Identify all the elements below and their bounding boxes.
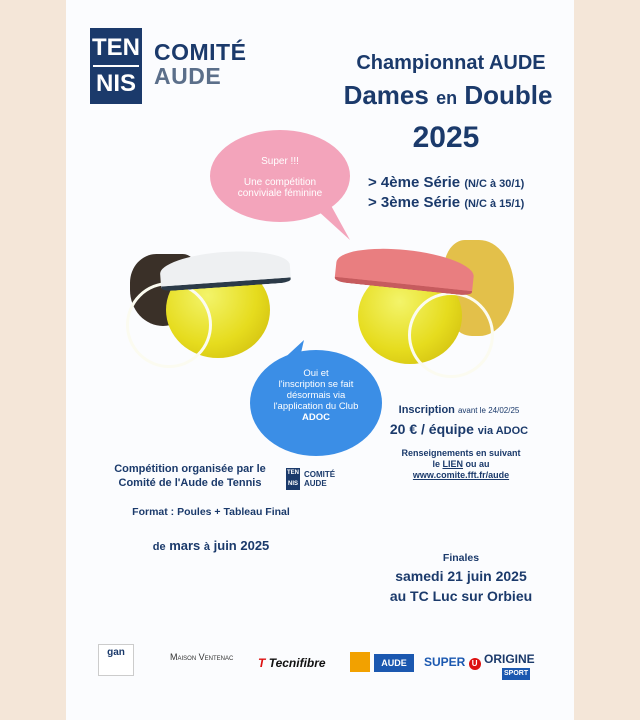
renseignements-line1: Renseignements en suivant (401, 448, 521, 458)
serie-3 (368, 194, 524, 211)
website-link[interactable]: www.comite.fft.fr/aude (412, 470, 510, 480)
dates-a: à (203, 541, 211, 553)
pink-speech-bubble (210, 130, 350, 222)
inscription-deadline: avant le 24/02/25 (457, 406, 520, 415)
small-logo-nis: NIS (287, 481, 298, 487)
tennis-logo (90, 28, 142, 104)
aude-dept-mark (350, 652, 370, 672)
organisation-line2: Comité de l'Aude de Tennis (118, 477, 262, 489)
tecnifibre-logo (258, 656, 326, 670)
tecnifibre-text: Tecnifibre (268, 656, 326, 670)
comite-logo-text (154, 40, 246, 88)
finales-date: samedi 21 juin 2025 (395, 568, 527, 584)
small-tennis-logo (286, 468, 300, 490)
u-icon: U (469, 658, 481, 670)
renseignements-line2 (376, 459, 546, 470)
sport-text: SPORT (502, 668, 530, 680)
ball-seam (408, 292, 494, 378)
logo-row-2 (94, 67, 138, 101)
price-via: via ADOC (477, 425, 529, 437)
serie-3-detail: (N/C à 15/1) (464, 198, 525, 210)
renseignements-post: ou au (463, 459, 490, 469)
dates-juin: juin 2025 (213, 538, 270, 553)
serie-3-main: > 3ème Série (368, 194, 461, 211)
year-title: 2025 (412, 121, 480, 154)
finales-lieu: au TC Luc sur Orbieu (389, 588, 533, 604)
dates-de: de (152, 541, 166, 553)
blue-speech-bubble (250, 350, 382, 456)
dates-mars: mars (169, 538, 201, 553)
gan-text: gan (107, 647, 125, 658)
pink-bubble-line3: conviviale féminine (237, 188, 323, 199)
blue-bubble-line4: l'application du Club (273, 401, 359, 412)
poster (66, 0, 574, 720)
logo-ten: TEN (92, 34, 140, 61)
inscription-line (384, 404, 534, 416)
small-logo-comite: COMITÉ (304, 470, 336, 479)
renseignements (376, 448, 546, 481)
origine-sport-logo (484, 653, 535, 680)
serie-4 (368, 174, 524, 191)
blue-bubble-line5: ADOC (302, 412, 330, 423)
sponsor-bar (66, 640, 574, 680)
logo-aude: AUDE (154, 63, 222, 89)
small-logo-aude: AUDE (304, 479, 327, 488)
pink-bubble-line1: Super !!! (261, 156, 299, 167)
finales-label: Finales (442, 552, 480, 564)
dates-line (126, 538, 296, 553)
small-comite-text (304, 470, 335, 488)
serie-4-detail: (N/C à 30/1) (464, 178, 525, 190)
title-dames: Dames (343, 80, 429, 110)
inscription-label: Inscription (398, 404, 455, 416)
origine-text: ORIGINE (484, 652, 535, 666)
pink-bubble-line2: Une compétition (243, 177, 317, 188)
aude-dept-logo: AUDE (374, 654, 414, 672)
gan-logo (98, 644, 134, 676)
super-u-logo (424, 655, 481, 670)
ball-seam (126, 282, 212, 368)
title-en: en (436, 88, 458, 108)
organisation (102, 462, 278, 490)
organisation-line1: Compétition organisée par le (114, 463, 266, 475)
serie-4-main: > 4ème Série (368, 174, 461, 191)
title-double: Double (464, 80, 553, 110)
price-line (384, 421, 534, 437)
blue-bubble-line2: l'inscription se fait (278, 379, 354, 390)
lien-link[interactable]: LIEN (442, 459, 464, 469)
blue-bubble-line1: Oui et (303, 368, 329, 379)
maison-ventenac-logo: Maison Ventenac (170, 652, 234, 662)
championnat-title: Championnat AUDE (356, 52, 546, 74)
price-value: 20 € / équipe (389, 421, 474, 437)
logo-comite: COMITÉ (154, 39, 247, 65)
super-text: SUPER (424, 655, 466, 669)
logo-row-1 (90, 31, 142, 65)
format-line: Format : Poules + Tableau Final (132, 506, 290, 518)
small-logo-ten: TEN (287, 470, 299, 476)
tecnifibre-mark: T (258, 656, 266, 670)
renseignements-pre: le (432, 459, 443, 469)
dames-double-title (328, 80, 568, 111)
logo-nis: NIS (95, 70, 136, 97)
blue-bubble-line3: désormais via (286, 390, 346, 401)
